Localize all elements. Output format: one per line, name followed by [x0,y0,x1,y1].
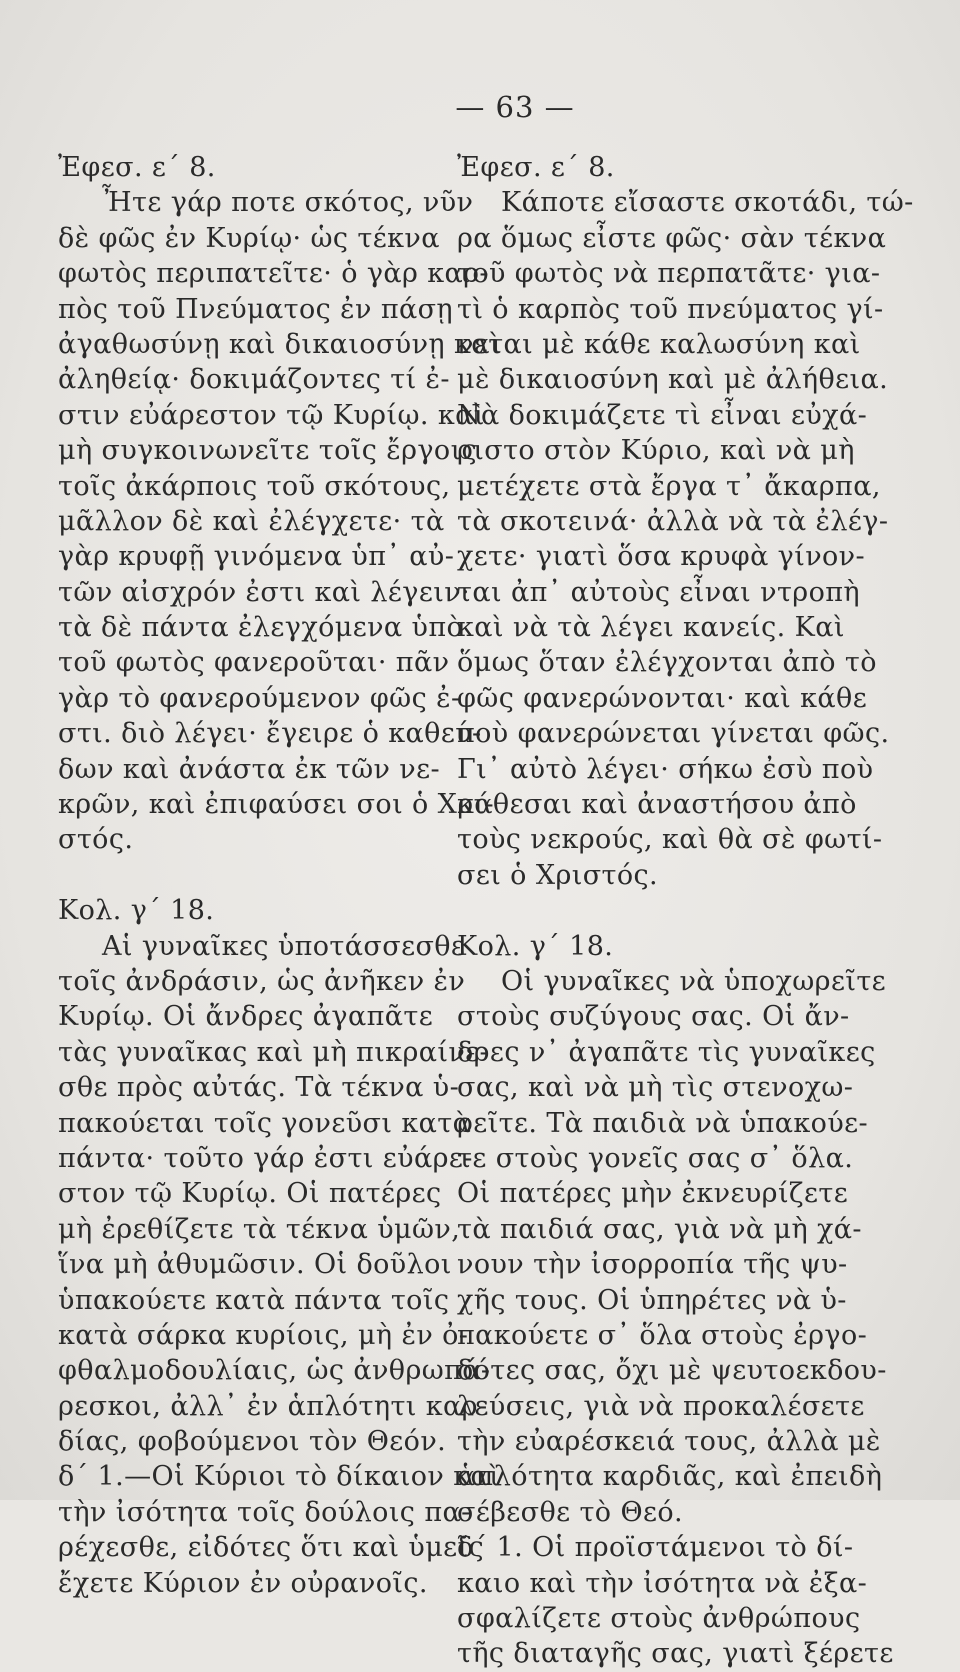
text-line: ποὺ φανερώνεται γίνεται φῶς. [457,718,890,750]
text-line: σθε πρὸς αὐτάς. Τὰ τέκνα ὑ- [58,1072,460,1104]
text-line: πάντα· τοῦτο γάρ ἐστι εὐάρε- [58,1142,473,1174]
text-line: λεύσεις, γιὰ νὰ προκαλέσετε [457,1390,865,1422]
text-line: νουν τὴν ἰσορροπία τῆς ψυ- [457,1249,848,1281]
section-gap [58,858,433,893]
text-line: στιν εὐάρεστον τῷ Κυρίῳ. καὶ [58,399,485,431]
text-line: τὰ παιδιά σας, γιὰ νὰ μὴ χά- [457,1213,862,1245]
section-gap [457,893,832,928]
text-line: καὶ νὰ τὰ λέγει κανείς. Καὶ [457,612,845,644]
text-line: νεται μὲ κάθε καλωσύνη καὶ [457,328,861,360]
text-line: τὶ ὁ καρπὸς τοῦ πνεύματος γί- [457,293,884,325]
text-line: γὰρ τὸ φανερούμενον φῶς ἐ- [58,682,461,714]
text-line: Κυρίῳ. Οἱ ἄνδρες ἀγαπᾶτε [58,1001,434,1033]
text-line: σφαλίζετε στοὺς ἀνθρώπους [457,1603,861,1635]
text-line: στι. διὸ λέγει· ἔγειρε ὁ καθεύ- [58,718,482,750]
text-line: Γι᾿ αὐτὸ λέγει· σήκω ἐσὺ ποὺ [457,753,874,785]
text-line: τῶν αἰσχρόν ἐστι καὶ λέγειν· [58,576,470,608]
page-number: — 63 — [455,90,575,124]
text-line: Οἱ γυναῖκες νὰ ὑποχωρεῖτε [501,965,887,997]
text-line: μὴ συγκοινωνεῖτε τοῖς ἔργοις [58,435,478,467]
text-line: τῆς διαταγῆς σας, γιατὶ ξέρετε [457,1638,894,1670]
text-line: Νὰ δοκιμάζετε τὶ εἶναι εὐχά- [457,399,868,431]
text-line: στον τῷ Κυρίῳ. Οἱ πατέρες [58,1178,442,1210]
text-line: κατὰ σάρκα κυρίοις, μὴ ἐν ὀ- [58,1319,469,1351]
text-line: τὰς γυναῖκας καὶ μὴ πικραίνε- [58,1036,490,1068]
text-line: κρῶν, καὶ ἐπιφαύσει σοι ὁ Χρι- [58,789,495,821]
text-line: κάθεσαι καὶ ἀναστήσου ἀπὸ [457,789,857,821]
text-line: στοὺς συζύγους σας. Οἱ ἄν- [457,1001,850,1033]
text-line: δὲ φῶς ἐν Κυρίῳ· ὡς τέκνα [58,222,440,254]
text-line: σας, καὶ νὰ μὴ τὶς στενοχω- [457,1072,854,1104]
scripture-reference: Κολ. γ΄ 18. [457,930,614,962]
text-line: δ΄ 1. Οἱ προϊστάμενοι τὸ δί- [457,1532,854,1564]
text-line: γὰρ κρυφῇ γινόμενα ὑπ᾿ αὐ- [58,541,455,573]
text-line: ἵνα μὴ ἀθυμῶσιν. Οἱ δοῦλοι [58,1249,452,1281]
text-line: τὴν ἰσότητα τοῖς δούλοις πα- [58,1496,471,1528]
text-line: ὅμως ὅταν ἐλέγχονται ἀπὸ τὸ [457,647,877,679]
text-line: ἀγαθωσύνῃ καὶ δικαιοσύνῃ καὶ [58,328,501,360]
text-line: μετέχετε στὰ ἔργα τ᾿ ἄκαρπα, [457,470,881,502]
text-line: τοὺς νεκρούς, καὶ θὰ σὲ φωτί- [457,824,883,856]
text-line: ἁπλότητα καρδιᾶς, καὶ ἐπειδὴ [457,1461,883,1493]
scripture-reference: Κολ. γ΄ 18. [58,895,215,927]
text-line: μᾶλλον δὲ καὶ ἐλέγχετε· τὰ [58,505,445,537]
text-line: μὲ δικαιοσύνη καὶ μὲ ἀλήθεια. [457,364,889,396]
text-line: ριστο στὸν Κύριο, καὶ νὰ μὴ [457,435,855,467]
text-line: Ἦτε γάρ ποτε σκότος, νῦν [102,187,474,219]
text-line: καιο καὶ τὴν ἰσότητα νὰ ἐξα- [457,1567,868,1599]
text-line: σει ὁ Χριστός. [457,859,659,891]
scripture-reference: Ἐφεσ. ε΄ 8. [58,152,216,183]
text-line: πακούεται τοῖς γονεῦσι κατὰ [58,1107,472,1139]
text-line: Οἱ πατέρες μὴν ἐκνευρίζετε [457,1178,849,1210]
text-line: φωτὸς περιπατεῖτε· ὁ γὰρ καρ- [58,258,489,290]
text-line: τὰ δὲ πάντα ἐλεγχόμενα ὑπὸ [58,612,464,644]
text-line: δρες ν᾿ ἀγαπᾶτε τὶς γυναῖκες [457,1036,876,1068]
text-line: τὴν εὐαρέσκειά τους, ἀλλὰ μὲ [457,1426,881,1458]
left-column-ancient-greek [58,150,501,1601]
text-line: ρα ὅμως εἶστε φῶς· σὰν τέκνα [457,222,887,254]
text-line: ὑπακούετε κατὰ πάντα τοῖς [58,1284,450,1316]
text-line: πακούετε σ᾿ ὅλα στοὺς ἐργο- [457,1319,868,1351]
text-line: στός. [58,824,134,856]
text-line: ἔχετε Κύριον ἐν οὐρανοῖς. [58,1567,428,1599]
text-line: δ΄ 1.—Οἱ Κύριοι τὸ δίκαιον καὶ [58,1461,501,1493]
text-line: τοῖς ἀκάρποις τοῦ σκότους, [58,470,451,502]
text-line: χετε· γιατὶ ὅσα κρυφὰ γίνον- [457,541,866,573]
text-line: δων καὶ ἀνάστα ἐκ τῶν νε- [58,753,441,785]
text-line: δίας, φοβούμενοι τὸν Θεόν. [58,1426,447,1458]
text-line: Αἱ γυναῖκες ὑποτάσσεσθε [102,930,466,962]
text-line: πὸς τοῦ Πνεύματος ἐν πάσῃ [58,293,454,325]
text-line: τοῦ φωτὸς φανεροῦται· πᾶν [58,647,450,679]
text-line: ται ἀπ᾿ αὐτοὺς εἶναι ντροπὴ [457,576,860,608]
text-line: ἀληθείᾳ· δοκιμάζοντες τί ἐ- [58,364,450,396]
text-line: φῶς φανερώνονται· καὶ κάθε [457,682,868,714]
text-line: ρέχεσθε, εἰδότες ὅτι καὶ ὑμεῖς [58,1532,485,1564]
text-line: τὰ σκοτεινά· ἀλλὰ νὰ τὰ ἐλέγ- [457,505,889,537]
text-line: ρεῖτε. Τὰ παιδιὰ νὰ ὑπακούε- [457,1107,869,1139]
text-line: χῆς τους. Οἱ ὑπηρέτες νὰ ὑ- [457,1284,847,1316]
right-column-modern-greek [457,150,914,1672]
scripture-reference: Ἐφεσ. ε΄ 8. [457,152,615,183]
text-line: σέβεσθε τὸ Θεό. [457,1496,684,1528]
text-line: δότες σας, ὄχι μὲ ψευτοεκδου- [457,1355,887,1387]
text-line: ρεσκοι, ἀλλ᾿ ἐν ἁπλότητι καρ- [58,1390,488,1422]
text-line: Κάποτε εἴσαστε σκοτάδι, τώ- [501,187,914,219]
text-line: τοῖς ἀνδράσιν, ὡς ἀνῆκεν ἐν [58,965,466,997]
text-line: μὴ ἐρεθίζετε τὰ τέκνα ὑμῶν, [58,1213,461,1245]
text-line: τε στοὺς γονεῖς σας σ᾿ ὅλα. [457,1142,854,1174]
text-line: τοῦ φωτὸς νὰ περπατᾶτε· για- [457,258,881,290]
text-line: φθαλμοδουλίαις, ὡς ἀνθρωπά- [58,1355,491,1387]
